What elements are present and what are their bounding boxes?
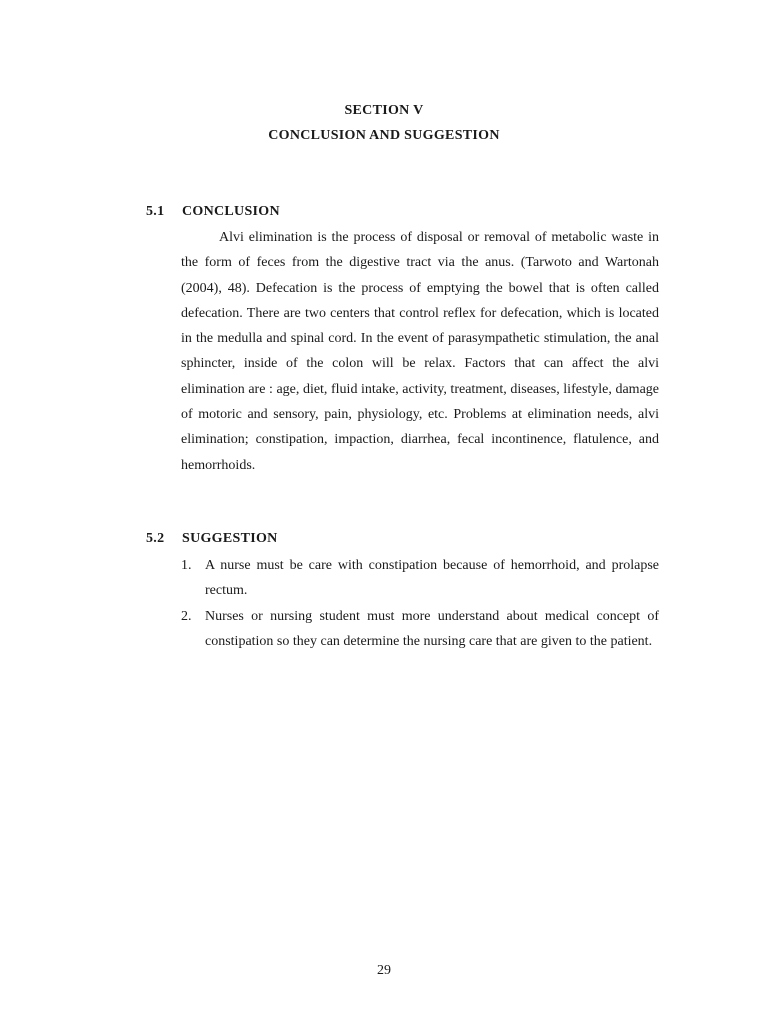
conclusion-paragraph-text: Alvi elimination is the process of disposal or removal of metabolic waste in the form of feces from the digestive tract via the anus. (Tarwoto and Wartonah (2004), 48). Defecation is the process of emptying the bowel that is often called defecation. There are two centers that control reflex for defecation, which is located in the medulla and spinal cord. In the event of parasympathetic stimulation, the anal sphincter, inside of the colon will be relax. Factors that can affect the alvi elimination are : age, diet, fluid intake, activity, treatment, diseases, lifestyle, damage of motoric and sensory, pain, physiology, etc. Problems at elimination needs, alvi elimination; constipation, impaction, diarrhea, fecal incontinence, flatulence, and hemorrhoids. [181, 230, 659, 473]
suggestion-heading-text: SUGGESTION [182, 531, 278, 546]
list-item-text: Nurses or nursing student must more understand about medical concept of constipation so they can determine the nursing care that are given to the patient. [205, 608, 659, 649]
list-marker: 2. [181, 608, 192, 624]
list-marker: 1. [181, 558, 192, 573]
conclusion-paragraph [181, 225, 659, 478]
suggestion-list [181, 553, 659, 654]
section-subtitle: CONCLUSION AND SUGGESTION [268, 128, 500, 143]
conclusion-heading-text: CONCLUSION [182, 204, 280, 219]
list-item-text: A nurse must be care with constipation because of hemorrhoid, and prolapse rectum. [205, 558, 659, 599]
conclusion-number: 5.1 [146, 204, 165, 219]
list-item [181, 604, 659, 655]
conclusion-heading [146, 204, 280, 220]
suggestion-heading [146, 531, 278, 547]
suggestion-number: 5.2 [146, 531, 165, 546]
page-number: 29 [377, 963, 391, 978]
section-title: SECTION V [344, 103, 424, 118]
list-item [181, 553, 659, 604]
